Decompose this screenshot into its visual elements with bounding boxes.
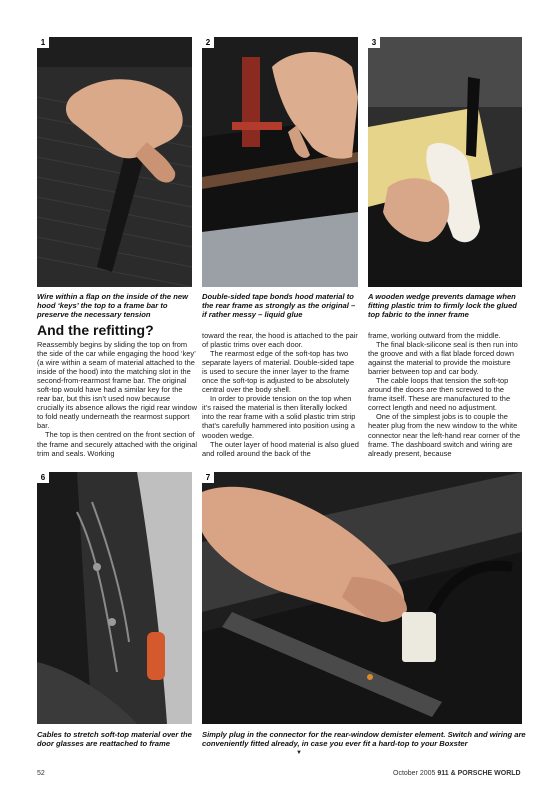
photo-3-number: 3 xyxy=(368,37,380,48)
photo-6-door-cables xyxy=(37,472,192,724)
caption-photo-7: Simply plug in the connector for the rear-window demister element. Switch and wiring are conveniently fitted already, in case you ever fit a hard-top to your Boxster xyxy=(202,730,526,749)
article-paragraph: The cable loops that tension the soft-top around the doors are then screwed to the frame itself. These are manufactured to the correct length and need no adjustment. xyxy=(368,376,511,413)
article-column-2 xyxy=(202,331,359,458)
article-paragraph: The outer layer of hood material is also glued and rolled around the back of the xyxy=(202,439,359,458)
photo-3-image xyxy=(368,37,522,287)
photo-3-wooden-wedge xyxy=(368,37,522,287)
photo-2-tape-frame xyxy=(202,37,358,287)
article-column-1 xyxy=(37,340,197,458)
photo-6-number: 6 xyxy=(37,472,49,483)
article-paragraph: Reassembly begins by sliding the top on from the side of the car while engaging the hood ‘key’ (a wire within a seam of material attached to the inside of the hood) into the matching slot in the second-from-rearmost frame bar. The original soft-top would have had a similar key for the rear bar, but this isn’t used now because crucially its absence allows the rigid rear window to fold neatly underneath the rearmost support bar. xyxy=(37,340,197,431)
photo-1-number: 1 xyxy=(37,37,49,48)
article-paragraph: The final black-silicone seal is then run into the groove and with a flat blade forced down against the material to provide the moisture barrier between top and car body. xyxy=(368,340,518,377)
caption-photo-6: Cables to stretch soft-top material over the door glasses are reattached to frame xyxy=(37,730,192,749)
caption-photo-1: Wire within a flap on the inside of the new hood ‘keys’ the top to a frame bar to preserve the necessary tension xyxy=(37,292,188,320)
article-paragraph: toward the rear, the hood is attached to the pair of plastic trims over each door. xyxy=(202,331,358,350)
photo-7-number: 7 xyxy=(202,472,214,483)
article-heading: And the refitting? xyxy=(37,322,154,338)
footer-issue-info xyxy=(393,770,521,777)
article-paragraph: In order to provide tension on the top when it’s raised the material is then literally locked into the rear frame with a solid plastic trim strip that’s carefully hammered into position using a wooden wedge. xyxy=(202,394,356,440)
caption-photo-2: Double-sided tape bonds hood material to the rear frame as strongly as the original – if rather messy – liquid glue xyxy=(202,292,356,320)
magazine-name: 911 & PORSCHE WORLD xyxy=(437,770,521,777)
photo-2-image xyxy=(202,37,358,287)
continue-arrow-icon: ▼ xyxy=(296,750,302,756)
photo-7-image xyxy=(202,472,522,724)
page-number: 52 xyxy=(37,770,45,777)
article-paragraph: frame, working outward from the middle. xyxy=(368,331,501,340)
photo-6-image xyxy=(37,472,192,724)
photo-7-connector-plug xyxy=(202,472,522,724)
photo-1-image xyxy=(37,37,192,287)
article-paragraph: One of the simplest jobs is to couple the heater plug from the new window to the white connector near the left-hand rear corner of the frame. The dashboard switch and wiring are already present, because xyxy=(368,412,521,458)
caption-photo-3: A wooden wedge prevents damage when fitting plastic trim to firmly lock the glued top fabric to the inner frame xyxy=(368,292,517,320)
photo-2-number: 2 xyxy=(202,37,214,48)
article-paragraph: The rearmost edge of the soft-top has two separate layers of material. Double-sided tape is used to secure the inner layer to the frame once the soft-top is adjusted to be absolutely central over the body shell. xyxy=(202,349,355,395)
photo-1-hand-on-fabric xyxy=(37,37,192,287)
article-column-3 xyxy=(368,331,525,458)
article-paragraph: The top is then centred on the front section of the frame and securely attached with the original trim and seals. Working xyxy=(37,430,197,458)
issue-date: October 2005 xyxy=(393,770,436,777)
